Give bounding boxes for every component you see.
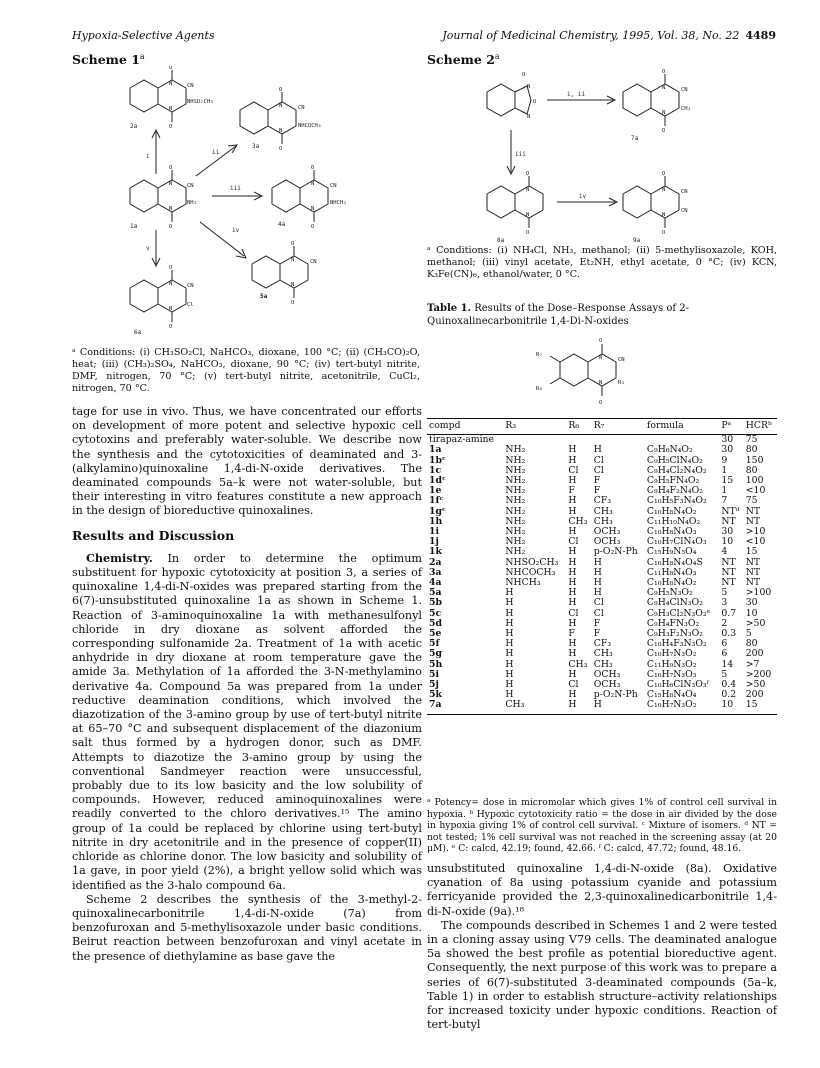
table-cell: >50	[745, 679, 766, 691]
svg-text:O: O	[279, 87, 283, 93]
table-cell: H	[593, 577, 602, 589]
compound-id: 1e	[429, 485, 442, 497]
table-cell: >50	[745, 617, 766, 629]
svg-text:i, ii: i, ii	[567, 91, 586, 98]
table1-notes: ᵃ Potency= dose in micromolar which gives 1% of control cell survival in hypoxia. ᵇ Hypoxic cytotoxicity ratio = the dose in air divided by the dose in hypoxia giving 1% of control cell survival. ᶜ Mixture of isomers. ᵈ NT = not tested; 1% cell survival was not reached in the screening assay (at 20 μM). ᵉ C: calcd, 42.19; found, 42.66. ᶠ C: calcd, 47.72; found, 48.16.	[427, 797, 777, 854]
table-cell: NH₂	[505, 526, 526, 538]
svg-text:O: O	[662, 230, 666, 236]
table-cell: OCH₃	[593, 526, 621, 538]
table-cell: OCH₃	[593, 536, 621, 548]
svg-text:O: O	[599, 400, 603, 406]
table-cell: 80	[745, 638, 758, 650]
table-cell: Cl	[593, 464, 604, 476]
table-cell: C₁₀H₈N₄O₄S	[646, 556, 703, 568]
compound-id: 1a	[429, 444, 442, 456]
table-cell: NT	[721, 556, 736, 568]
svg-text:O: O	[169, 66, 173, 71]
compound-id: 4a	[429, 577, 442, 589]
table-cell: C₁₅H₉N₅O₄	[646, 546, 697, 558]
svg-text:Cl: Cl	[187, 302, 194, 308]
svg-text:N: N	[311, 181, 315, 187]
table-cell: NT	[745, 505, 761, 517]
table-cell: Cl	[568, 679, 579, 691]
svg-text:N: N	[279, 103, 283, 109]
svg-text:O: O	[662, 69, 666, 75]
svg-text:CN: CN	[330, 183, 337, 189]
table-cell: NH₂	[505, 464, 526, 476]
svg-text:CN: CN	[681, 87, 688, 93]
table-cell: H	[568, 526, 577, 538]
svg-text:CN: CN	[618, 357, 625, 363]
table-cell: H	[505, 597, 514, 609]
table-cell: NT	[745, 566, 761, 578]
scheme1-title: Scheme 1$^a$	[72, 52, 145, 68]
table-cell: NT	[721, 515, 736, 527]
table-cell: >200	[745, 668, 772, 680]
table-cell: Cl	[593, 597, 604, 609]
table-cell: 10	[745, 607, 758, 619]
table-cell: F	[568, 628, 575, 640]
table-cell: C₉H₃Cl₂N₃O₂ᵉ	[646, 607, 711, 619]
running-head-right	[442, 29, 776, 42]
table-cell: F	[593, 617, 601, 629]
table-cell: H	[593, 556, 602, 568]
table-cell: 30	[721, 444, 734, 456]
table-cell: F	[593, 475, 601, 487]
svg-text:CN: CN	[187, 183, 194, 189]
table-cell: H	[568, 689, 577, 701]
svg-text:N: N	[526, 187, 530, 193]
table-cell: CH₃	[593, 515, 613, 527]
table-cell: C₉H₄Cl₂N₄O₂	[646, 464, 707, 476]
svg-text:N: N	[527, 84, 531, 90]
svg-text:i: i	[146, 153, 150, 160]
table1-structure	[510, 332, 710, 414]
running-head-left: Hypoxia-Selective Agents	[72, 29, 215, 42]
scheme2-diagram	[427, 66, 777, 244]
table-cell: 7	[721, 495, 728, 507]
table-cell: 14	[721, 658, 734, 670]
table-cell: 5	[721, 668, 728, 680]
table-cell: H	[568, 475, 577, 487]
table-cell: H	[593, 566, 602, 578]
svg-text:N: N	[169, 181, 173, 187]
table-cell: H	[568, 617, 577, 629]
svg-text:N: N	[169, 106, 173, 112]
svg-text:N: N	[169, 306, 173, 312]
table-cell: C₁₁H₉N₃O₂	[646, 658, 697, 670]
table-cell: F	[593, 485, 601, 497]
table-cell: H	[568, 495, 577, 507]
svg-text:O: O	[662, 128, 666, 134]
table-cell: H	[505, 607, 514, 619]
svg-text:NH₂: NH₂	[187, 200, 197, 206]
svg-text:O: O	[291, 241, 295, 247]
table-cell: C₁₁H₁₀N₄O₂	[646, 515, 701, 527]
svg-text:N: N	[662, 85, 666, 91]
label-3a: 3a	[252, 143, 260, 150]
table-cell: >7	[745, 658, 760, 670]
table-cell: CH₃	[568, 515, 588, 527]
table-cell: H	[505, 689, 514, 701]
label-4a: 4a	[278, 221, 286, 228]
svg-text:O: O	[526, 171, 530, 177]
table-cell: CH₃	[503, 700, 566, 714]
table-cell: NH₂	[505, 536, 526, 548]
table-cell: NT	[745, 577, 761, 589]
table-cell: NH₂	[505, 515, 526, 527]
compound-id: 5i	[429, 668, 440, 680]
svg-text:iv: iv	[232, 227, 240, 234]
svg-text:iii: iii	[230, 185, 241, 192]
compound-id: 1bᶜ	[429, 454, 446, 466]
svg-text:v: v	[146, 245, 150, 252]
svg-text:N: N	[291, 282, 295, 288]
svg-text:N: N	[662, 212, 666, 218]
svg-text:O: O	[522, 72, 526, 78]
compound-id: 5k	[429, 689, 442, 701]
label-1a: 1a	[130, 223, 138, 230]
svg-text:N: N	[279, 128, 283, 134]
svg-text:O: O	[311, 165, 315, 171]
table1	[427, 418, 777, 715]
svg-text:NHCH₃: NHCH₃	[330, 200, 347, 206]
table-cell: 15	[745, 546, 758, 558]
table-cell: C₁₁H₈N₄O₃	[646, 566, 697, 578]
svg-text:O: O	[291, 300, 295, 306]
table-cell: H	[505, 668, 514, 680]
svg-text:NHCOCH₃: NHCOCH₃	[298, 123, 322, 129]
table-cell: 80	[745, 444, 758, 456]
left-column-text	[72, 405, 422, 964]
table-cell: H	[568, 577, 577, 589]
table-cell: OCH₃	[593, 679, 621, 691]
table-cell: p-O₂N-Ph	[593, 546, 638, 558]
compound-id: 2a	[429, 556, 442, 568]
svg-text:iii: iii	[515, 151, 526, 158]
table-cell: H	[568, 546, 577, 558]
compound-id: 5a	[429, 587, 442, 599]
table-cell: H	[593, 444, 602, 456]
table-cell: H	[568, 454, 577, 466]
label-7a: 7a	[631, 135, 639, 142]
table-cell: H	[593, 587, 602, 599]
svg-text:N: N	[527, 114, 531, 120]
table-cell: C₉H₅FN₄O₂	[646, 475, 700, 487]
table-cell: H	[505, 628, 514, 640]
table-cell: NT	[745, 556, 761, 568]
body-paragraph: The compounds described in Schemes 1 and 2 were tested in a cloning assay using V79 cells. The deaminated analogue 5a showed the best profile as potential bioreductive agent. Consequently, the next purpose of this work was to prepare a series of 6(7)-substituted 3-deaminated compounds (5a–k, Table 1) in order to establish structure–activity relationships for increased toxicity under hypoxic conditions. Reaction of tert-butyl	[427, 918, 777, 1032]
table-cell: CH₃	[593, 505, 613, 517]
table-cell: NT	[721, 577, 736, 589]
table-cell: C₁₀H₇N₃O₂	[646, 648, 697, 660]
table-cell: C₁₀H₈N₄O₃	[646, 526, 697, 538]
label-8a: 8a	[497, 237, 505, 244]
table-cell: C₁₀H₄F₃N₃O₂	[646, 638, 707, 650]
svg-text:O: O	[311, 224, 315, 230]
table1-body	[427, 435, 777, 714]
compound-id: 5j	[429, 679, 439, 691]
table-cell: NHCH₃	[505, 577, 541, 589]
table-cell: C₉H₄ClN₃O₂	[646, 597, 703, 609]
table-cell: CH₃	[593, 648, 613, 660]
table-cell: 4	[721, 546, 728, 558]
table-cell: H	[505, 648, 514, 660]
table-cell: F	[593, 628, 601, 640]
table-cell: 6	[721, 638, 728, 650]
page-number: 4489	[745, 29, 776, 42]
compound-id: 1dᶜ	[429, 475, 446, 487]
table-cell: H	[568, 648, 577, 660]
table-cell: H	[566, 700, 591, 714]
table-cell: C₁₀H₈N₄O₂	[646, 577, 697, 589]
journal-citation: Journal of Medicinal Chemistry, 1995, Vol. 38, No. 22	[442, 29, 740, 42]
table-cell: 5	[721, 587, 728, 599]
table-cell: Cl	[593, 454, 604, 466]
svg-text:CN: CN	[187, 83, 194, 89]
table-cell: H	[568, 597, 577, 609]
table-cell: C₁₅H₈N₄O₄	[646, 689, 697, 701]
table-cell: Cl	[568, 464, 579, 476]
table-cell: <10	[745, 485, 766, 497]
label-5a: 5a	[260, 293, 268, 300]
table-cell: 15	[744, 700, 777, 714]
table-cell: NH₂	[505, 495, 526, 507]
table-cell: 2	[721, 617, 728, 629]
svg-text:O: O	[169, 224, 173, 230]
table-cell: 15	[721, 475, 734, 487]
table-header-row: compd R₃ R₆ R₇ formula Pᵃ HCRᵇ	[427, 419, 777, 435]
table-cell: NTᵈ	[721, 505, 740, 517]
table-cell: 9	[721, 454, 728, 466]
table-cell: NH₂	[505, 505, 526, 517]
svg-text:iv: iv	[579, 193, 587, 200]
table-cell: 75	[745, 495, 758, 507]
table-cell: 1	[721, 464, 728, 476]
svg-text:N: N	[169, 81, 173, 87]
table-cell: C₉H₆N₄O₂	[646, 444, 693, 456]
table-cell: 75	[745, 434, 758, 446]
table-cell: >10	[745, 526, 766, 538]
table-cell: NT	[745, 515, 761, 527]
table-cell: OCH₃	[593, 668, 621, 680]
table-cell: 3	[721, 597, 728, 609]
table-cell: >100	[745, 587, 772, 599]
svg-text:CN: CN	[187, 283, 194, 289]
table-cell: H	[568, 668, 577, 680]
compound-id: 1i	[429, 526, 440, 538]
compound-id: 3a	[429, 566, 442, 578]
table-cell: 0.4	[721, 679, 737, 691]
table-cell: H	[568, 505, 577, 517]
table-cell: C₁₀H₆ClN₃O₃ᶠ	[646, 679, 709, 691]
table-cell: C₁₀H₅F₃N₄O₂	[646, 495, 707, 507]
table-cell: H	[568, 444, 577, 456]
svg-text:N: N	[169, 206, 173, 212]
table-cell: CH₃	[568, 658, 588, 670]
body-paragraph: Scheme 2 describes the synthesis of the 3-methyl-2-quinoxalinecarbonitrile 1,4-di-N-oxide (7a) from benzofuroxan and 5-methylisoxazole under basic conditions. Beirut reaction between benzofuroxan and vinyl acetate in the presence of diethylamine as base gave the	[72, 892, 422, 963]
compound-id: 7a	[427, 700, 503, 714]
table-cell: H	[568, 556, 577, 568]
scheme2-title: Scheme 2$^a$	[427, 52, 500, 68]
svg-text:N: N	[599, 355, 603, 361]
table-cell: H	[505, 658, 514, 670]
svg-text:N: N	[662, 110, 666, 116]
compound-id: 5h	[429, 658, 443, 670]
table-cell: Cl	[568, 536, 579, 548]
table-cell: NH₂	[505, 444, 526, 456]
svg-text:O: O	[279, 146, 283, 152]
table-cell: 5	[745, 628, 752, 640]
label-9a: 9a	[633, 237, 641, 244]
svg-text:CN: CN	[681, 208, 688, 214]
table-cell: CF₃	[593, 638, 612, 650]
table-cell: H	[505, 679, 514, 691]
svg-text:CN: CN	[681, 189, 688, 195]
table-cell: 200	[745, 648, 764, 660]
table-cell: p-O₂N-Ph	[593, 689, 638, 701]
table-cell: CF₃	[593, 495, 612, 507]
body-paragraph: Chemistry. In order to determine the optimum substituent for hypoxic cytotoxicity at position 3, a series of quinoxaline 1,4-di-N-oxides was prepared starting from the 6(7)-unsubstituted quinoxaline 1a as shown in Scheme 1. Reaction of 3-aminoquinoxaline 1a with methanesulfonyl chloride in dry dioxane as solvent afforded the corresponding sulfonamide 2a. Treatment of 1a with acetic anhydride in dry dioxane at room temperature gave the amide 3a. Methylation of 1a afforded the 3-N-methylamino derivative 4a. Compound 5a was prepared from 1a under reductive deamination conditions, which involved the diazotization of the 3-amino group by use of tert-butyl nitrite at 65–70 °C and subsequent displacement of the diazonium salt thus formed by a hydrogen donor, such as DMF. Attempts to diazotize the 3-amino group by using the conventional Sandmeyer reaction were unsuccessful, probably due to its low basicity and the low solubility of compounds. However, reduced aminoquinoxalines were readily converted to the chloro derivatives.¹⁵ The amino group of 1a could be replaced by chlorine using tert-butyl nitrite in dry acetonitrile and in the presence of copper(II) chloride as chlorine donor. The low basicity and solubility of 1a gave, in poor yield (2%), a bright yellow solid which was identified as the 3-halo compound 6a.	[72, 550, 423, 892]
table-cell: 200	[745, 689, 764, 701]
table-cell: H	[568, 566, 577, 578]
table-cell: NH₂	[505, 475, 526, 487]
svg-text:R₆: R₆	[536, 386, 543, 392]
svg-text:O: O	[169, 265, 173, 271]
table-cell: 150	[745, 454, 764, 466]
svg-text:O: O	[599, 338, 603, 344]
svg-text:CN: CN	[310, 259, 317, 265]
table-cell: <10	[745, 536, 766, 548]
compound-id: 1fᶜ	[429, 495, 444, 507]
table-cell: C₁₀H₈N₄O₂	[646, 505, 697, 517]
table-cell: NH₂	[505, 485, 526, 497]
table-cell: H	[568, 638, 577, 650]
table-cell: H	[568, 587, 577, 599]
svg-text:N: N	[291, 257, 295, 263]
scheme1-footnote: ᵃ Conditions: (i) CH₃SO₂Cl, NaHCO₃, dioxane, 100 °C; (ii) (CH₃CO)₂O, heat; (iii) (CH₃)₂SO₄, NaHCO₃, dioxane, 90 °C; (iv) tert-butyl nitrite, DMF, nitrogen, 70 °C; (v) tert-butyl nitrite, acetonitrile, CuCl₂, nitrogen, 70 °C.	[72, 347, 420, 394]
svg-text:R₇: R₇	[536, 352, 543, 358]
table-cell: C₉H₄FN₃O₂	[646, 617, 700, 629]
section-heading: Results and Discussion	[72, 527, 235, 543]
table-cell: H	[505, 638, 514, 650]
svg-text:O: O	[169, 165, 173, 171]
svg-text:O: O	[169, 124, 173, 130]
table-cell: NH₂	[505, 454, 526, 466]
compound-id: 5b	[429, 597, 442, 609]
table-cell: NHCOCH₃	[505, 566, 556, 578]
compound-id: 1k	[429, 546, 442, 558]
svg-text:ii: ii	[212, 149, 220, 156]
compound-id: tirapaz-amine	[429, 434, 495, 446]
table-cell: H	[505, 617, 514, 629]
table-cell: H	[592, 700, 645, 714]
table-cell: CH₃	[593, 658, 613, 670]
table-cell: 80	[745, 464, 758, 476]
table-cell: C₉H₅N₃O₂	[646, 587, 693, 599]
table-cell: C₁₀H₇N₃O₃	[646, 668, 697, 680]
svg-text:O: O	[526, 230, 530, 236]
compound-id: 5e	[429, 628, 442, 640]
svg-text:R₃: R₃	[618, 380, 625, 386]
svg-text:N: N	[599, 380, 603, 386]
table-cell: Cl	[593, 607, 604, 619]
compound-id: 1c	[429, 464, 442, 476]
table1-caption: Table 1. Results of the Dose–Response Assays of 2-Quinoxalinecarbonitrile 1,4-Di-N-oxides	[427, 303, 690, 327]
table-cell: H	[505, 587, 514, 599]
table-cell: NHSO₂CH₃	[505, 556, 559, 568]
table-cell: 0.7	[721, 607, 737, 619]
table-cell: 6	[721, 648, 728, 660]
table-cell: 100	[745, 475, 764, 487]
svg-text:O: O	[169, 324, 173, 330]
compound-id: 5f	[429, 638, 440, 650]
svg-text:N: N	[526, 212, 530, 218]
table-cell: 1	[721, 485, 728, 497]
table-cell: 10	[721, 536, 734, 548]
table-cell: NH₂	[505, 546, 526, 558]
compound-id: 5g	[429, 648, 442, 660]
body-paragraph: unsubstituted quinoxaline 1,4-di-N-oxide (8a). Oxidative cyanation of 8a using potassium cyanide and potassium ferricyanide provided the 2,3-quinoxalinedicarbonitrile 1,4-di-N-oxide (9a).¹⁸	[427, 862, 777, 918]
svg-text:N: N	[169, 281, 173, 287]
table-cell: 10	[719, 700, 743, 714]
label-2a: 2a	[130, 123, 138, 130]
table-cell: 30	[745, 597, 758, 609]
scheme1-diagram	[72, 66, 402, 344]
body-paragraph: tage for use in vivo. Thus, we have concentrated our efforts on development of more potent and selective hypoxic cell cytotoxins and preferably water-soluble. We describe now the synthesis and the cytotoxicities of deaminated and 3-(alkylamino)quinoxaline 1,4-di-N-oxide derivatives. The deaminated compounds 5a–k were not water-soluble, but their interesting in vitro features constitute a new approach in the design of bioreductive quinoxalines.	[72, 405, 422, 518]
compound-id: 5c	[429, 607, 442, 619]
svg-text:CN: CN	[298, 105, 305, 111]
svg-text:N: N	[311, 206, 315, 212]
right-column-text	[427, 862, 777, 1032]
table-cell: NT	[721, 566, 736, 578]
table-cell: 30	[721, 526, 734, 538]
table-cell: F	[568, 485, 575, 497]
table-row	[427, 700, 777, 714]
label-6a: 6a	[134, 329, 142, 336]
table-cell: C₉H₃F₂N₃O₂	[646, 628, 703, 640]
table-cell: C₁₀H₇ClN₄O₃	[646, 536, 707, 548]
table-cell: C₉H₅ClN₄O₂	[646, 454, 703, 466]
scheme2-footnote: ᵃ Conditions: (i) NH₄Cl, NH₃, methanol; (ii) 5-methylisoxazole, KOH, methanol; (iii) vinyl acetate, Et₂NH, ethyl acetate, 0 °C; (iv) KCN, K₃Fe(CN)₆, ethanol/water, 0 °C.	[427, 245, 777, 280]
svg-text:NHSO₂CH₃: NHSO₂CH₃	[187, 99, 214, 105]
svg-text:N: N	[662, 187, 666, 193]
svg-text:CH₃: CH₃	[681, 106, 691, 112]
table-cell: 0.3	[721, 628, 737, 640]
table-cell: C₁₀H₇N₃O₂	[645, 700, 719, 714]
table-cell: Cl	[568, 607, 579, 619]
svg-text:O: O	[533, 99, 537, 105]
table-cell: C₉H₄F₂N₄O₂	[646, 485, 703, 497]
svg-text:O: O	[662, 171, 666, 177]
compound-id: 1h	[429, 515, 443, 527]
table-cell: 0.2	[721, 689, 737, 701]
table-cell: 30	[721, 434, 734, 446]
compound-id: 5d	[429, 617, 442, 629]
compound-id: 1gᶜ	[429, 505, 446, 517]
compound-id: 1j	[429, 536, 439, 548]
